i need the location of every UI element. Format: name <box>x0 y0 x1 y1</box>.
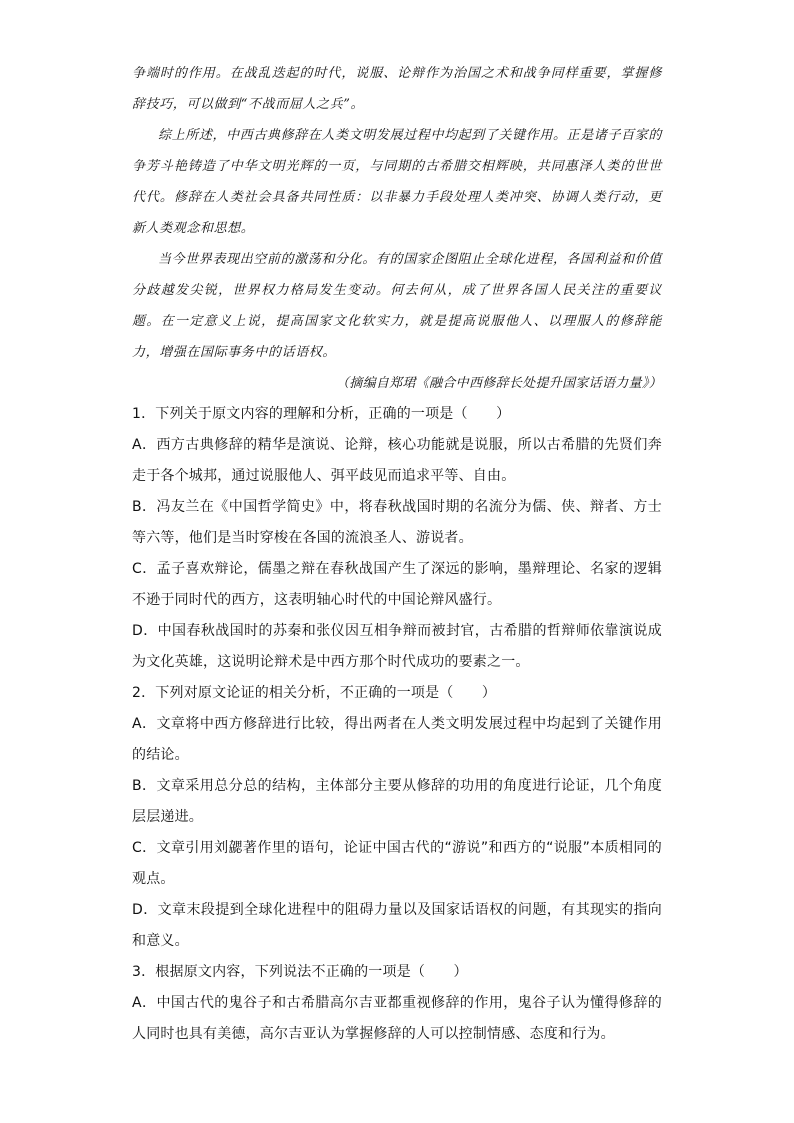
question-stem: 2．下列对原文论证的相关分析，不正确的一项是（ ） <box>132 685 497 701</box>
option-a: A．中国古代的鬼谷子和古希腊高尔吉亚都重视修辞的作用，鬼谷子认为懂得修辞的人同时也具有美德，高尔吉亚认为掌握修辞的人可以控制情感、态度和行为。 <box>132 995 662 1042</box>
option-b: B．文章采用总分总的结构，主体部分主要从修辞的功用的角度进行论证，几个角度层层递进。 <box>132 778 662 825</box>
question-2 <box>132 678 662 957</box>
passage-paragraph-3: 当今世界表现出空前的激荡和分化。有的国家企图阻止全球化进程，各国利益和价值分歧越发尖锐，世界权力格局发生变动。何去何从，成了世界各国人民关注的重要议题。在一定意义上说，提高国家文化软实力，就是提高说服他人、以理服人的修辞能力，增强在国际事务中的话语权。 <box>132 252 662 360</box>
option-c: C．孟子喜欢辩论，儒墨之辩在春秋战国产生了深远的影响，墨辩理论、名家的逻辑不逊于同时代的西方，这表明轴心时代的中国论辩风盛行。 <box>132 561 662 608</box>
question-1 <box>132 399 662 678</box>
passage-source: （摘编自郑珺《融合中西修辞长处提升国家话语力量》） <box>335 376 662 391</box>
passage-paragraph-1: 争端时的作用。在战乱迭起的时代，说服、论辩作为治国之术和战争同样重要，掌握修辞技巧，可以做到“不战而屈人之兵”。 <box>132 66 662 112</box>
option-a: A．文章将中西方修辞进行比较，得出两者在人类文明发展过程中均起到了关键作用的结论。 <box>132 716 662 763</box>
option-d: D．文章末段提到全球化进程中的阻碍力量以及国家话语权的问题，有其现实的指向和意义。 <box>132 902 662 949</box>
document-page <box>132 58 662 1050</box>
option-c: C．文章引用刘勰著作里的语句，论证中国古代的“游说”和西方的“说服”本质相同的观点。 <box>132 840 662 887</box>
question-stem: 1．下列关于原文内容的理解和分析，正确的一项是（ ） <box>132 406 511 422</box>
passage-paragraph-2: 综上所述，中西古典修辞在人类文明发展过程中均起到了关键作用。正是诸子百家的争芳斗艳铸造了中华文明光辉的一页，与同期的古希腊交相辉映，共同惠泽人类的世世代代。修辞在人类社会具备共同性质：以非暴力手段处理人类冲突、协调人类行动，更新人类观念和思想。 <box>132 128 662 236</box>
question-stem: 3．根据原文内容，下列说法不正确的一项是（ ） <box>132 964 468 980</box>
option-b: B．冯友兰在《中国哲学简史》中，将春秋战国时期的名流分为儒、侠、辩者、方士等六等，他们是当时穿梭在各国的流浪圣人、游说者。 <box>132 499 662 546</box>
option-a: A．西方古典修辞的精华是演说、论辩，核心功能就是说服，所以古希腊的先贤们奔走于各个城邦，通过说服他人、弭平歧见而追求平等、自由。 <box>132 437 662 484</box>
option-d: D．中国春秋战国时的苏秦和张仪因互相争辩而被封官，古希腊的哲辩师依靠演说成为文化英雄，这说明论辩术是中西方那个时代成功的要素之一。 <box>132 623 662 670</box>
passage <box>132 58 662 399</box>
question-3 <box>132 957 662 1050</box>
